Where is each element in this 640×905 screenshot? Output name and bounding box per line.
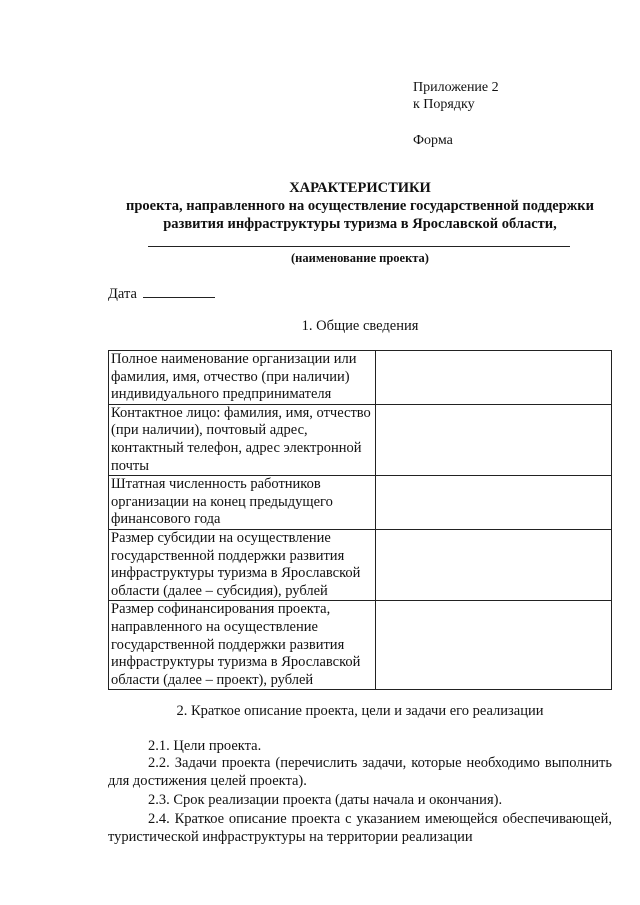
form-label: Форма: [413, 133, 453, 148]
annex-number: Приложение 2: [413, 80, 499, 95]
table-row: [109, 529, 612, 600]
document-title: [100, 179, 620, 233]
title-line-3: развития инфраструктуры туризма в Ярославской области,: [163, 216, 557, 232]
project-name-caption: (наименование проекта): [291, 251, 429, 265]
table-row: [109, 476, 612, 530]
annex-reference: к Порядку: [413, 97, 475, 112]
date-field: [108, 284, 215, 303]
general-info-table: [108, 350, 612, 690]
section-2-title: 2. Краткое описание проекта, цели и задачи его реализации: [176, 703, 544, 719]
date-blank-line: [143, 284, 215, 298]
row-label: Полное наименование организации или фамилия, имя, отчество (при наличии) индивидуального предпринимателя: [109, 351, 376, 405]
title-line-2: проекта, направленного на осуществление государственной поддержки: [125, 198, 595, 214]
row-label: Штатная численность работников организации на конец предыдущего финансового года: [109, 476, 376, 530]
row-value: [376, 351, 612, 405]
project-name-underline: [148, 246, 570, 247]
title-heading: ХАРАКТЕРИСТИКИ: [289, 180, 431, 196]
table-row: [109, 601, 612, 690]
row-value: [376, 476, 612, 530]
row-value: [376, 404, 612, 475]
row-value: [376, 529, 612, 600]
date-label: Дата: [108, 286, 137, 302]
row-value: [376, 601, 612, 690]
paragraph-2-1: 2.1. Цели проекта.: [148, 738, 262, 754]
row-label: Размер софинансирования проекта, направленного на осуществление государственной поддержки развития инфраструктуры туризма в Ярославской области (далее – проект), рублей: [109, 601, 376, 690]
paragraph-2-3: 2.3. Срок реализации проекта (даты начала и окончания).: [148, 792, 503, 808]
row-label: Контактное лицо: фамилия, имя, отчество (при наличии), почтовый адрес, контактный телефон, адрес электронной почты: [109, 404, 376, 475]
table-row: [109, 404, 612, 475]
paragraph-2-4: 2.4. Краткое описание проекта с указанием имеющейся обеспечивающей, туристической инфраструктуры на территории реализации: [108, 811, 612, 845]
row-label: Размер субсидии на осуществление государственной поддержки развития инфраструктуры туризма в Ярославской области (далее – субсидия), рублей: [109, 529, 376, 600]
section-1-title: 1. Общие сведения: [301, 318, 419, 334]
table-row: [109, 351, 612, 405]
annex-block: [413, 79, 499, 149]
paragraph-2-2: 2.2. Задачи проекта (перечислить задачи, которые необходимо выполнить для достижения целей проекта).: [108, 755, 612, 789]
